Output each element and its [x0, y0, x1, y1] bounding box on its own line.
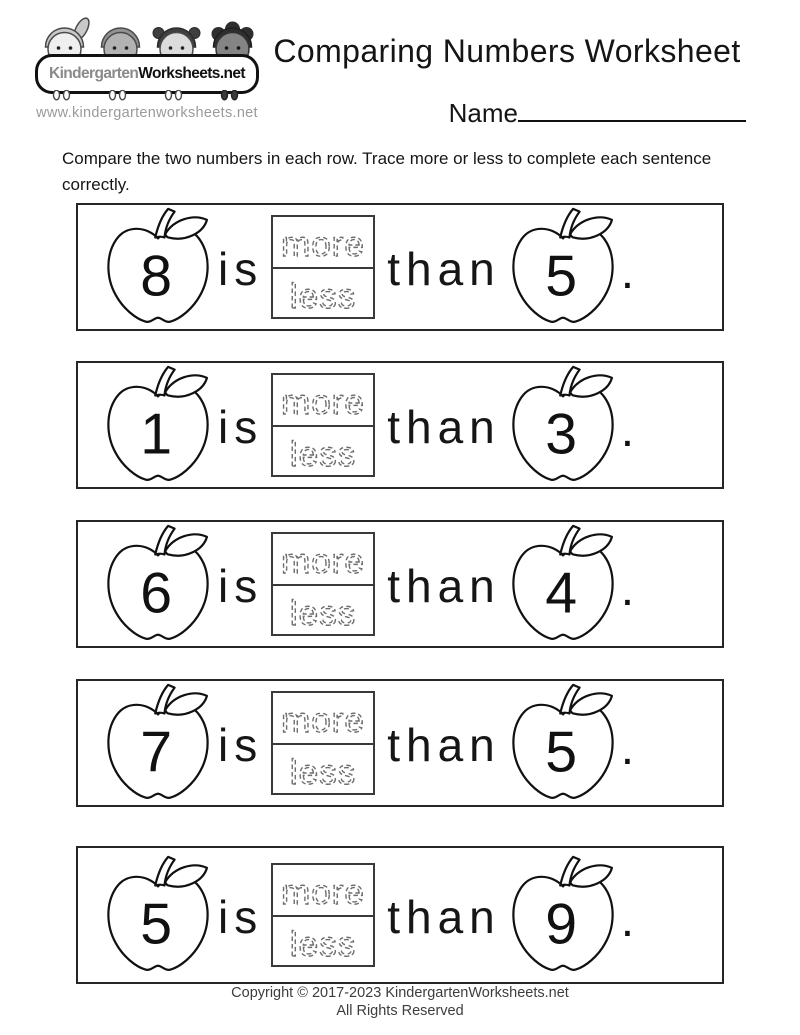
trace-more-cell: [273, 217, 373, 269]
word-is: is: [218, 243, 264, 295]
trace-more-text: more: [281, 701, 366, 740]
apple-icon-left: [102, 855, 214, 975]
word-than: than: [387, 891, 501, 943]
fingers-icon: [34, 90, 260, 102]
trace-less-text: less: [290, 753, 357, 792]
left-number: 6: [140, 561, 173, 626]
word-than: than: [387, 401, 501, 453]
left-number: 5: [140, 892, 173, 957]
word-is: is: [218, 401, 264, 453]
period-text: .: [620, 893, 635, 947]
logo-brand-gray: Kindergarten: [48, 65, 139, 82]
trace-less-cell: [273, 427, 373, 477]
apple-icon-right: [507, 207, 619, 327]
trace-box: [271, 373, 375, 477]
left-number: 8: [140, 244, 173, 309]
apple-icon-right: [507, 683, 619, 803]
trace-more-text: more: [281, 225, 366, 264]
right-number: 5: [545, 244, 577, 309]
left-number: 7: [140, 720, 173, 785]
word-than: than: [387, 560, 501, 612]
period-text: .: [620, 245, 635, 299]
comparison-row-3: [76, 520, 724, 648]
comparison-row-2: [76, 361, 724, 489]
trace-less-cell: [273, 586, 373, 636]
right-number: 5: [545, 720, 577, 785]
instructions-text: Compare the two numbers in each row. Trace more or less to complete each sentence correctly.: [62, 149, 712, 195]
word-is: is: [218, 560, 264, 612]
trace-more-cell: [273, 375, 373, 427]
footer-rights: All Rights Reserved: [336, 1002, 464, 1019]
trace-less-cell: [273, 269, 373, 319]
logo-brand-black: Worksheets.net: [138, 65, 245, 82]
name-label: Name: [448, 98, 518, 128]
logo-sign: [35, 54, 259, 94]
name-blank-line: [518, 96, 746, 122]
comparison-row-4: [76, 679, 724, 807]
trace-box: [271, 691, 375, 795]
apple-icon-left: [102, 524, 214, 644]
trace-more-text: more: [281, 383, 366, 422]
period-text: .: [620, 721, 635, 775]
apple-icon-left: [102, 365, 214, 485]
trace-more-text: more: [281, 873, 366, 912]
apple-icon-right: [507, 855, 619, 975]
period-text: .: [620, 562, 635, 616]
trace-less-cell: [273, 745, 373, 795]
trace-less-text: less: [290, 435, 357, 474]
word-than: than: [387, 243, 501, 295]
right-number: 4: [545, 561, 577, 626]
trace-more-text: more: [281, 542, 366, 581]
name-row: [268, 96, 746, 129]
left-number: 1: [140, 402, 173, 467]
word-is: is: [218, 719, 264, 771]
apple-icon-left: [102, 207, 214, 327]
page-title: Comparing Numbers Worksheet: [273, 33, 741, 69]
period-text: .: [620, 403, 635, 457]
comparison-row-5: [76, 846, 724, 984]
trace-box: [271, 215, 375, 319]
footer-copyright: Copyright © 2017-2023 KindergartenWorksheets.net: [231, 985, 569, 1001]
trace-less-text: less: [290, 277, 357, 316]
word-is: is: [218, 891, 264, 943]
logo-url: www.kindergartenworksheets.net: [36, 105, 258, 121]
trace-less-text: less: [290, 925, 357, 964]
trace-less-text: less: [290, 594, 357, 633]
right-number: 3: [545, 402, 577, 467]
trace-box: [271, 863, 375, 967]
footer: [0, 985, 800, 1020]
word-than: than: [387, 719, 501, 771]
right-number: 9: [545, 892, 577, 957]
apple-icon-right: [507, 365, 619, 485]
trace-less-cell: [273, 917, 373, 967]
comparison-row-1: [76, 203, 724, 331]
trace-box: [271, 532, 375, 636]
apple-icon-right: [507, 524, 619, 644]
site-logo: [28, 14, 266, 121]
trace-more-cell: [273, 534, 373, 586]
trace-more-cell: [273, 865, 373, 917]
apple-icon-left: [102, 683, 214, 803]
trace-more-cell: [273, 693, 373, 745]
